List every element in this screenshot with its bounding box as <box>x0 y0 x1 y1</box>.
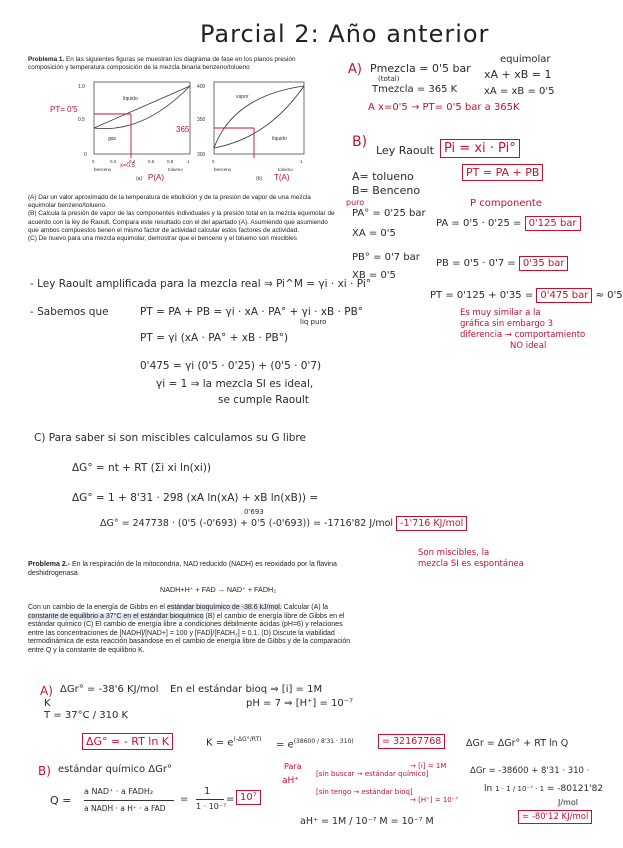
right-x-tick-5: 1 <box>300 159 303 164</box>
p2b-q-result: 10⁷ <box>236 790 261 805</box>
task-c: (C) De nuevo para una mezcla equimolar, demostrar que el benceno y el tolueno son miscibles <box>28 235 297 243</box>
page-title: Parcial 2: Año anterior <box>200 20 490 48</box>
left-caption: P(A) <box>148 173 164 182</box>
left-region-liquid: líquido <box>123 96 138 102</box>
problem-1-heading: Problema 1. <box>28 56 65 63</box>
c-note: Son miscibles, la mezcla SI es espontánea <box>418 548 524 569</box>
left-y-mid: 0.5 <box>78 117 85 123</box>
left-eq-note: x=0.5 <box>120 163 135 169</box>
a-label: A) <box>348 62 362 77</box>
p2b-q-lhs: Q = <box>50 794 72 807</box>
left-x-tick-3: 0.6 <box>148 159 155 164</box>
problem-2-reaction: NADH+H⁺ + FAD → NAD⁺ + FADH₂ <box>160 585 277 594</box>
left-y-top: 1.0 <box>78 84 85 90</box>
left-tag: (a) <box>136 176 143 182</box>
phase-diagrams <box>28 76 330 188</box>
b-pb: PB = 0'5 · 0'7 = 0'35 bar <box>436 258 568 269</box>
c-line3: ΔG° = 1 + 8'31 · 298 (xA ln(xA) + xB ln(xB)) = <box>72 492 319 504</box>
p2b-r3: J/mol <box>558 798 578 807</box>
b-pb-val: 0'35 bar <box>519 256 569 271</box>
right-x-label-benceno: benceno <box>214 167 232 172</box>
right-tag: (b) <box>256 176 263 182</box>
left-x-tick-5: 1 <box>187 159 190 164</box>
p2b-frac-den: 1 · 10⁻⁷ <box>196 802 227 811</box>
p2a-k1: $K = e^{(-\Delta G^\circ/RT)}$ <box>206 736 262 749</box>
p2b-r4: = -80'12 KJ/mol <box>518 810 592 824</box>
b-pt-sum: PT = PA + PB <box>462 164 543 181</box>
right-caption: T(A) <box>274 173 290 182</box>
p2a-box-eq: ΔG° = - RT ln K <box>82 733 173 750</box>
a-pmezcla: Pmezcla = 0'5 bar <box>370 62 471 75</box>
c-line2: ΔG° = nt + RT (Σi xi ln(xi)) <box>72 462 212 474</box>
p2b-brace1: [sin buscar → estándar químico] <box>316 770 429 778</box>
p2b-r2: ln 1 · 1 / 10⁻⁷ · 1 = -80121'82 <box>484 784 604 794</box>
b-pa-val: 0'125 bar <box>525 216 581 231</box>
p2b-line1: estándar químico ΔGr° <box>58 764 172 775</box>
a-equimolar: equimolar <box>500 54 551 65</box>
p2a-temp: T = 37°C / 310 K <box>44 710 129 721</box>
left-x-tick-2: 0.4 <box>129 159 136 164</box>
left-x-label-benceno: benceno <box>94 167 112 172</box>
left-x-tick-1: 0.2 <box>110 159 117 164</box>
c-line4-small: 0'693 <box>244 508 264 516</box>
b-a-def: A= tolueno <box>352 170 414 183</box>
temperature-composition-diagram <box>176 82 304 182</box>
pt-label: PT= 0'5 <box>50 105 78 114</box>
b-label: B) <box>352 134 368 150</box>
p2a-k2: = $e^{(38600 / 8'31 \cdot 310)}$ <box>276 738 354 751</box>
problem-1-tasks <box>28 194 336 243</box>
problem-1-intro: Problema 1. En las siguientes figuras se muestran los diagrama de fase en los planos presión composición y temperatura composición de la mezcla binaria benzeno/tolueno <box>28 56 296 72</box>
p2b-note1: → [i] = 1M <box>410 762 447 770</box>
raoult-ext-line2: - Sabemos que <box>30 306 109 318</box>
c-line1: C) Para saber si son miscibles calculamos su G libre <box>34 432 306 444</box>
problem-2-body: Con un cambio de la energía de Gibbs en el estándar bioquímico de -38.6 kJ/mol. Calcular (A) la constante de equilibrio a 37°C en el estándar bioquímico (B) el cambio de energía libre de Gibbs en el estándar químico (C) El cambio de energía libre a condiciones débilmente ácidas (pH=6) y relaciones entre las concentraciones de [NADH]/[NAD+] = 100 y [FAD]/[FADH₂] = 0.1. (D) Discute la viabilidad termodinámica de esta reacción basándose en el cambio de energía libre de Gibbs y de la comparación entre Q y la constante de equilibrio K. <box>28 604 351 654</box>
p2a-line1c: pH = 7 ⇒ [H⁺] = 10⁻⁷ <box>246 698 354 709</box>
p2b-brace2: [sin tengo → estándar bioq] <box>316 788 413 796</box>
c-line4: ΔG° = 247738 · (0'5 (-0'693) + 0'5 (-0'693)) = -1716'82 J/mol -1'716 KJ/mol <box>100 518 467 529</box>
a-xvalues: xA = xB = 0'5 <box>484 86 555 97</box>
problem-2-heading: Problema 2.- <box>28 561 71 568</box>
b-ptot: PT = 0'125 + 0'35 = 0'475 bar ≈ 0'5 <box>430 290 623 301</box>
left-y-bot: 0 <box>84 152 87 158</box>
p2b-ah: aH⁺ <box>282 776 300 786</box>
p2b-equals-2: = <box>226 794 235 805</box>
b-formula: Pi = xi · Pi° <box>440 139 520 158</box>
b-law: Ley Raoult <box>376 144 434 157</box>
p2b-equals: = <box>180 794 189 805</box>
b-pa: PA = 0'5 · 0'25 = 0'125 bar <box>436 218 581 229</box>
p2a-dg: ΔGr = ΔGr° + RT ln Q <box>466 738 569 749</box>
p2b-label: B) <box>38 764 51 778</box>
right-x-label-tolueno: tolueno <box>278 167 293 172</box>
right-y-top: 300 <box>197 152 206 158</box>
b-note: Es muy similar a la gráfica sin embargo 3 diferencia → comportamiento NO ideal <box>460 308 586 351</box>
b-xb: XB = 0'5 <box>352 270 396 281</box>
raoult-ext-line6: γi = 1 ⇒ la mezcla SI es ideal, <box>156 378 314 390</box>
p2b-r1: ΔGr = -38600 + 8'31 · 310 · <box>470 766 590 776</box>
t-label: 365 <box>176 125 190 134</box>
b-xa: XA = 0'5 <box>352 228 396 239</box>
b-ptot-val: 0'475 bar <box>536 288 592 303</box>
p2b-frac-num: 1 <box>204 786 211 797</box>
p2b-note2: → [H⁺] = 10⁻⁷ <box>410 796 459 804</box>
raoult-ext-line4: PT = γi (xA · PA° + xB · PB°) <box>140 332 289 344</box>
p2a-kval: = 32167768 <box>378 734 445 749</box>
p2b-q-num: a NAD⁺ · a FADH₂ <box>84 787 154 796</box>
right-y-mid: 350 <box>197 117 206 123</box>
raoult-ext-line1: - Ley Raoult amplificada para la mezcla real ⇒ Pi^M = γi · xi · Pi° <box>30 278 371 290</box>
problem-2-intro: Problema 2.- En la respiración de la mitocondria, NAD reducido (NADH) es reoxidado por la flavina deshidrogenasa <box>28 561 337 577</box>
b-pcomponente: P componente <box>470 198 542 209</box>
a-total: (total) <box>378 75 400 83</box>
p2b-q-den: a NADH · a H⁺ · a FAD <box>84 804 166 813</box>
raoult-ext-line7: se cumple Raoult <box>218 394 309 406</box>
task-a: (A) Dar un valor aproximado de la temperatura de ebullición y de la presión de vapor de una mezcla equimolar benzeno/tolueno. <box>28 194 311 210</box>
raoult-ext-line5: 0'475 = γi (0'5 · 0'25) + (0'5 · 0'7) <box>140 360 322 372</box>
right-y-bot: 400 <box>197 84 206 90</box>
left-x-tick-4: 0.8 <box>167 159 174 164</box>
b-b-def: B= Benceno <box>352 184 421 197</box>
b-pb0: PB° = 0'7 bar <box>352 252 420 263</box>
p2a-k: K <box>44 698 51 709</box>
right-region-liquid: líquido <box>272 136 287 142</box>
a-tmezcla: Tmezcla = 365 K <box>372 84 458 95</box>
a-sum: xA + xB = 1 <box>484 68 552 81</box>
left-region-gas: gas <box>108 136 117 142</box>
p2b-frac-line <box>196 799 224 800</box>
task-b: (B) Calcula la presión de vapor de las componentes individuales y la presión total en la mezcla equimolar de acuerdo con la ley de Raoult. Compara este resultado con el del apartado (A). Asumiendo que asumiendo que ambos compuestos tienen el mismo factor de actividad calcular estos factores de actividad. <box>28 210 335 234</box>
left-x-tick-0: 0 <box>92 159 95 164</box>
p2b-q-fraction-line <box>84 800 174 801</box>
c-result-box: -1'716 KJ/mol <box>396 516 467 531</box>
raoult-ext-line3: PT = PA + PB = γi · xA · PA° + γi · xB · PB° <box>140 306 364 318</box>
pressure-composition-diagram <box>50 82 190 182</box>
p2b-ah-calc: aH⁺ = 1M / 10⁻⁷ M = 10⁻⁷ M <box>300 816 434 827</box>
p2a-line1b: En el estándar bioq ⇒ [i] = 1M <box>170 684 323 695</box>
a-result: A x=0'5 → PT= 0'5 bar a 365K <box>368 102 520 113</box>
right-region-vapor: vapor <box>236 94 249 100</box>
right-x-tick-0: 0 <box>212 159 215 164</box>
p2a-line1: ΔGr° = -38'6 KJ/mol <box>60 684 159 695</box>
b-puro: puro <box>346 198 365 207</box>
raoult-ext-line3b: liq puro <box>300 318 327 326</box>
left-x-label-tolueno: tolueno <box>168 167 183 172</box>
b-pa0: PA° = 0'25 bar <box>352 208 426 219</box>
p2a-label: A) <box>40 684 53 698</box>
p2b-para: Para <box>284 762 302 771</box>
